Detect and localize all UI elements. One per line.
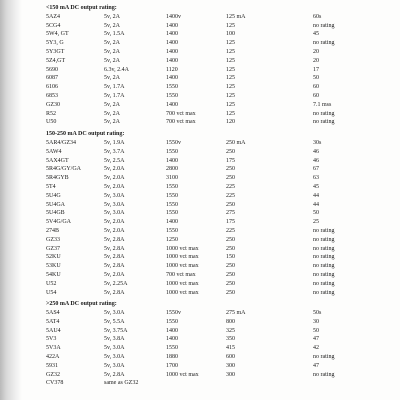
- table-row: [46, 48, 386, 57]
- cell-heater: 5v, 2.0A: [104, 271, 125, 278]
- cell-heater: 5v, 2A: [104, 48, 120, 55]
- cell-rating: 60: [313, 92, 319, 99]
- cell-tube: 6087: [46, 75, 58, 82]
- cell-heater: 5v, 3.0A: [104, 354, 125, 361]
- cell-rating: no rating: [313, 263, 335, 270]
- table-row: [46, 289, 386, 298]
- cell-tube: 5AZ4: [46, 13, 60, 20]
- cell-heater: 5v, 3.8A: [104, 336, 125, 343]
- cell-voltage: 1250: [166, 236, 178, 243]
- cell-heater: 5v, 3.0A: [104, 310, 125, 317]
- cell-rating: 50: [313, 210, 319, 217]
- cell-heater: 5v, 2.0A: [104, 166, 125, 173]
- cell-voltage: 1400: [166, 31, 178, 38]
- table-row: [46, 335, 386, 344]
- table-row: [46, 327, 386, 336]
- cell-heater: 5v, 5.5A: [104, 318, 125, 325]
- cell-voltage: 1000 vct max: [166, 254, 199, 261]
- table-row: [46, 379, 386, 388]
- cell-heater: 5v, 2A: [104, 119, 120, 126]
- cell-tube: 5V3A: [46, 345, 61, 352]
- cell-rating: no rating: [313, 289, 335, 296]
- cell-voltage: 1000 vct max: [166, 289, 199, 296]
- cell-tube: 5U4GB: [46, 210, 65, 217]
- cell-rating: 30s: [313, 139, 322, 146]
- cell-current: 250: [226, 175, 235, 182]
- cell-tube: 54KU: [46, 271, 61, 278]
- cell-current: 300: [226, 371, 235, 378]
- cell-tube: 5AR4/GZ34: [46, 139, 76, 146]
- cell-heater: 5v, 2A: [104, 13, 120, 20]
- cell-voltage: 1550: [166, 92, 178, 99]
- cell-tube: 5V3: [46, 336, 57, 343]
- cell-tube: R52: [46, 110, 57, 117]
- cell-rating: 60s: [313, 13, 322, 20]
- table-row: [46, 245, 386, 254]
- cell-voltage: 1550: [166, 148, 178, 155]
- table-row: [46, 165, 386, 174]
- cell-heater: 5v, 3.0A: [104, 201, 125, 208]
- cell-voltage: 1400: [166, 219, 178, 226]
- cell-heater: 6.3v, 2.4A: [104, 66, 129, 73]
- cell-heater: 5v, 2A: [104, 101, 120, 108]
- cell-voltage: 1880: [166, 354, 178, 361]
- cell-heater: 5v, 2.8A: [104, 245, 125, 252]
- cell-rating: no rating: [313, 280, 335, 287]
- table-row: [46, 362, 386, 371]
- cell-voltage: 1700: [166, 362, 178, 369]
- table-row: [46, 148, 386, 157]
- table-row: [46, 39, 386, 48]
- cell-rating: no rating: [313, 110, 335, 117]
- cell-current: 250: [226, 289, 235, 296]
- cell-rating: 7.1 mss: [313, 101, 332, 108]
- table-row: [46, 309, 386, 318]
- cell-tube: 5AW4: [46, 148, 62, 155]
- cell-tube: 5W4, GT: [46, 31, 69, 38]
- cell-rating: no rating: [313, 245, 335, 252]
- cell-current: 225: [226, 183, 235, 190]
- table-row: [46, 253, 386, 262]
- cell-heater: 5v, 2.8A: [104, 263, 125, 270]
- cell-voltage: 1550: [166, 345, 178, 352]
- cell-current: 125: [226, 40, 235, 47]
- cell-current: 250: [226, 280, 235, 287]
- cell-tube: 5690: [46, 66, 58, 73]
- cell-heater: 5v, 1.9A: [104, 139, 125, 146]
- cell-heater: 5v, 2A: [104, 75, 120, 82]
- cell-rating: 20: [313, 48, 319, 55]
- cell-tube: 5R4GYB: [46, 175, 69, 182]
- cell-current: 125: [226, 22, 235, 29]
- cell-current: 125: [226, 101, 235, 108]
- cell-rating: 20: [313, 57, 319, 64]
- cell-rating: 50: [313, 327, 319, 334]
- table-row: [46, 262, 386, 271]
- cell-voltage: 1550: [166, 318, 178, 325]
- table-row: [46, 318, 386, 327]
- cell-voltage: 2800: [166, 166, 178, 173]
- cell-heater: 5v, 2A: [104, 110, 120, 117]
- cell-voltage: 1550: [166, 183, 178, 190]
- cell-current: 275 mA: [226, 310, 246, 317]
- cell-current: 275: [226, 210, 235, 217]
- cell-voltage: 1000 vct max: [166, 280, 199, 287]
- cell-rating: no rating: [313, 227, 335, 234]
- cell-tube: 5AU4: [46, 327, 61, 334]
- table-row: [46, 174, 386, 183]
- cell-heater: 5v, 2.25A: [104, 280, 128, 287]
- cell-rating: 60: [313, 84, 319, 91]
- table-row: [46, 92, 386, 101]
- cell-heater: 5v, 2A: [104, 40, 120, 47]
- cell-current: 125: [226, 84, 235, 91]
- table-row: [46, 280, 386, 289]
- cell-heater: 5v, 2A: [104, 22, 120, 29]
- cell-voltage: 1400: [166, 75, 178, 82]
- table-row: [46, 66, 386, 75]
- cell-rating: 47: [313, 336, 319, 343]
- cell-rating: 17: [313, 66, 319, 73]
- cell-heater: same as GZ32: [104, 380, 139, 387]
- cell-tube: 5T4: [46, 183, 56, 190]
- cell-voltage: 1550v: [166, 139, 181, 146]
- cell-current: 800: [226, 318, 235, 325]
- cell-current: 250: [226, 245, 235, 252]
- cell-voltage: 1000 vct max: [166, 371, 199, 378]
- table-row: [46, 344, 386, 353]
- cell-current: 125 mA: [226, 13, 246, 20]
- cell-rating: 46: [313, 148, 319, 155]
- cell-rating: no rating: [313, 254, 335, 261]
- table-row: [46, 353, 386, 362]
- table-row: [46, 183, 386, 192]
- cell-heater: 5v, 2.0A: [104, 183, 125, 190]
- cell-rating: 47: [313, 362, 319, 369]
- cell-current: 600: [226, 354, 235, 361]
- cell-voltage: 1400: [166, 40, 178, 47]
- cell-current: 300: [226, 362, 235, 369]
- cell-tube: U52: [46, 280, 57, 287]
- cell-heater: 5v, 2A: [104, 57, 120, 64]
- cell-rating: 25: [313, 219, 319, 226]
- cell-tube: 52KU: [46, 254, 61, 261]
- cell-voltage: 1000 vct max: [166, 263, 199, 270]
- cell-tube: 5R4G/GY/GA: [46, 166, 82, 173]
- cell-tube: 5Z4,GT: [46, 57, 66, 64]
- cell-tube: U50: [46, 119, 57, 126]
- table-row: [46, 192, 386, 201]
- cell-voltage: 1400v: [166, 13, 181, 20]
- cell-rating: 45: [313, 183, 319, 190]
- cell-current: 415: [226, 345, 235, 352]
- cell-tube: 5CG4: [46, 22, 61, 29]
- table-row: [46, 209, 386, 218]
- cell-current: 225: [226, 192, 235, 199]
- cell-voltage: 1550: [166, 192, 178, 199]
- cell-current: 250: [226, 236, 235, 243]
- cell-rating: no rating: [313, 371, 335, 378]
- cell-tube: 6853: [46, 92, 58, 99]
- cell-rating: 44: [313, 192, 319, 199]
- cell-heater: 5v, 1.5A: [104, 31, 125, 38]
- cell-rating: no rating: [313, 40, 335, 47]
- cell-voltage: 700 vct max: [166, 271, 196, 278]
- table-row: [46, 13, 386, 22]
- cell-current: 250: [226, 201, 235, 208]
- cell-rating: 30: [313, 318, 319, 325]
- section-title: 150-250 mA DC output rating:: [46, 131, 125, 138]
- cell-voltage: 1550: [166, 201, 178, 208]
- cell-rating: no rating: [313, 354, 335, 361]
- cell-voltage: 1550v: [166, 310, 181, 317]
- cell-voltage: 700 vct max: [166, 110, 196, 117]
- cell-tube: 422A: [46, 354, 60, 361]
- cell-current: 250: [226, 271, 235, 278]
- cell-voltage: 1400: [166, 48, 178, 55]
- cell-voltage: 1400: [166, 336, 178, 343]
- cell-voltage: 1550: [166, 227, 178, 234]
- cell-heater: 5v, 1.7A: [104, 84, 125, 91]
- cell-rating: no rating: [313, 236, 335, 243]
- cell-rating: 67: [313, 166, 319, 173]
- cell-rating: 50: [313, 75, 319, 82]
- cell-current: 125: [226, 110, 235, 117]
- cell-heater: 5v, 3.0A: [104, 362, 125, 369]
- cell-current: 250: [226, 263, 235, 270]
- cell-current: 100: [226, 31, 235, 38]
- cell-voltage: 1120: [166, 66, 178, 73]
- cell-heater: 5v, 2.0A: [104, 227, 125, 234]
- table-row: [46, 157, 386, 166]
- cell-heater: 5v, 2.8A: [104, 371, 125, 378]
- cell-voltage: 1400: [166, 157, 178, 164]
- cell-heater: 5v, 2.0A: [104, 219, 125, 226]
- cell-rating: 45: [313, 31, 319, 38]
- cell-current: 225: [226, 227, 235, 234]
- cell-heater: 5v, 2.8A: [104, 254, 125, 261]
- cell-tube: U54: [46, 289, 57, 296]
- table-row: [46, 201, 386, 210]
- cell-rating: no rating: [313, 22, 335, 29]
- section-title: <150 mA DC output rating:: [46, 5, 117, 11]
- page-binding-shadow: [0, 0, 22, 400]
- cell-current: 125: [226, 92, 235, 99]
- cell-heater: 5v, 3.0A: [104, 345, 125, 352]
- cell-current: 125: [226, 75, 235, 82]
- cell-heater: 5v, 3.7A: [104, 148, 125, 155]
- cell-tube: 5U4GA: [46, 201, 65, 208]
- cell-voltage: 1400: [166, 327, 178, 334]
- cell-tube: GZ30: [46, 101, 60, 108]
- table-row: [46, 83, 386, 92]
- cell-heater: 5v, 3.0A: [104, 192, 125, 199]
- table-row: [46, 236, 386, 245]
- section-title: >250 mA DC output rating:: [46, 301, 117, 308]
- cell-current: 175: [226, 219, 235, 226]
- cell-tube: 5V4G/GA: [46, 219, 71, 226]
- cell-tube: 53KU: [46, 263, 61, 270]
- cell-rating: 63: [313, 175, 319, 182]
- cell-tube: 5Y3, G: [46, 40, 64, 47]
- cell-tube: GZ33: [46, 236, 60, 243]
- cell-rating: 46: [313, 157, 319, 164]
- cell-tube: GZ32: [46, 371, 60, 378]
- cell-rating: no rating: [313, 271, 335, 278]
- table-row: [46, 101, 386, 110]
- table-row: [46, 118, 386, 127]
- cell-voltage: 1400: [166, 22, 178, 29]
- table-row: [46, 371, 386, 380]
- cell-tube: 5AT4: [46, 318, 60, 325]
- cell-heater: 5v, 3.75A: [104, 327, 128, 334]
- cell-current: 125: [226, 48, 235, 55]
- cell-current: 250 mA: [226, 139, 246, 146]
- cell-heater: 5v, 2.8A: [104, 289, 125, 296]
- table-row: [46, 30, 386, 39]
- cell-heater: 5v, 2.0A: [104, 175, 125, 182]
- table-row: [46, 271, 386, 280]
- cell-voltage: 3100: [166, 175, 178, 182]
- cell-voltage: 1400: [166, 101, 178, 108]
- cell-voltage: 700 vct max: [166, 119, 196, 126]
- cell-current: 250: [226, 166, 235, 173]
- table-row: [46, 22, 386, 31]
- cell-tube: 5931: [46, 362, 58, 369]
- table-row: [46, 110, 386, 119]
- cell-heater: 5v, 2.5A: [104, 157, 125, 164]
- cell-tube: GZ37: [46, 245, 60, 252]
- cell-tube: 274B: [46, 227, 60, 234]
- cell-current: 325: [226, 327, 235, 334]
- cell-voltage: 1400: [166, 57, 178, 64]
- cell-voltage: 1550: [166, 84, 178, 91]
- table-row: [46, 57, 386, 66]
- cell-current: 350: [226, 336, 235, 343]
- cell-heater: 5v, 3.0A: [104, 210, 125, 217]
- cell-current: 250: [226, 148, 235, 155]
- cell-voltage: 1000 vct max: [166, 245, 199, 252]
- cell-current: 125: [226, 66, 235, 73]
- table-row: [46, 74, 386, 83]
- cell-tube: 5U4G: [46, 192, 61, 199]
- cell-current: 125: [226, 57, 235, 64]
- cell-rating: no rating: [313, 119, 335, 126]
- cell-tube: CV378: [46, 380, 64, 387]
- cell-heater: 5v, 1.7A: [104, 92, 125, 99]
- table-row: [46, 218, 386, 227]
- cell-current: 120: [226, 119, 235, 126]
- cell-voltage: 1550: [166, 210, 178, 217]
- cell-tube: 5AS4: [46, 310, 60, 317]
- rectifier-table: [46, 4, 386, 388]
- cell-tube: 5Y3GT: [46, 48, 65, 55]
- cell-heater: 5v, 2.8A: [104, 236, 125, 243]
- table-row: [46, 139, 386, 148]
- cell-current: 150: [226, 254, 235, 261]
- cell-rating: 44: [313, 201, 319, 208]
- cell-current: 175: [226, 157, 235, 164]
- cell-tube: 6106: [46, 84, 58, 91]
- cell-rating: 42: [313, 345, 319, 352]
- table-row: [46, 227, 386, 236]
- cell-rating: 50s: [313, 310, 322, 317]
- cell-tube: 5AX4GT: [46, 157, 69, 164]
